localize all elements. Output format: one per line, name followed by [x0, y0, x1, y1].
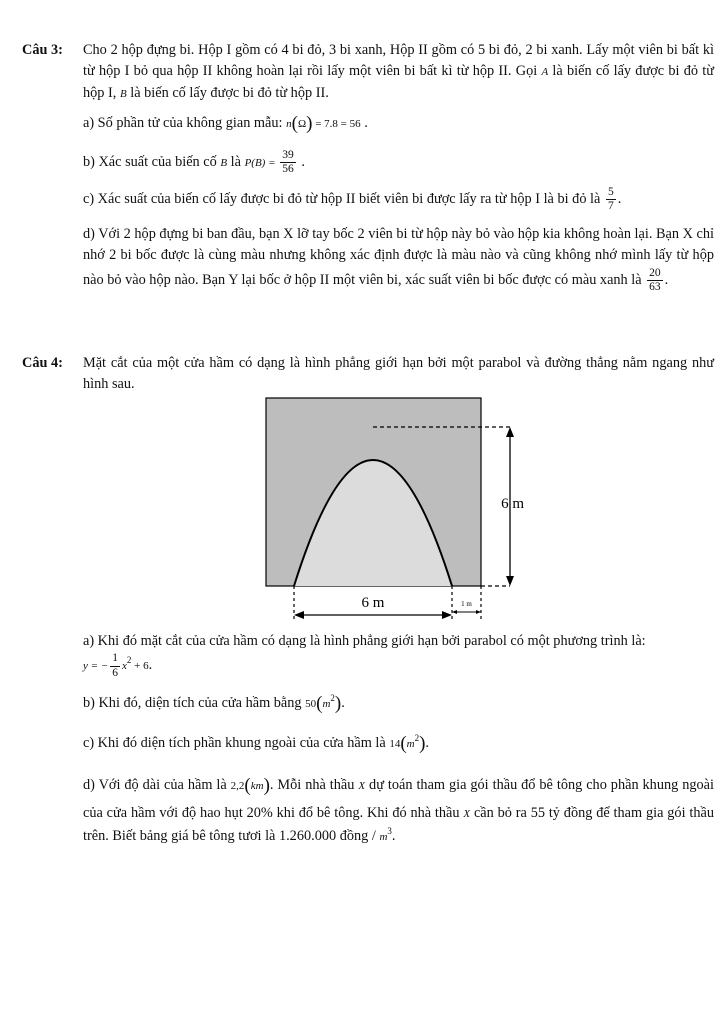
- question-3-body: [83, 40, 714, 294]
- q4-d-length: 2,2: [230, 779, 245, 792]
- q4-item-d: d) Với độ dài của hầm là 2,2(km). Mỗi nhà thầu X dự toán tham gia gói thầu đổ bê tông cho phần khung ngoài của cửa hầm với độ hao hụt 20% khi đổ bê tông. Khi đó nhà thầu X cần bỏ ra 55 tỷ đồng để tham gia gói thầu trên. Biết bảng giá bê tông tươi là 1.260.000 đồng / $m^3$.: [83, 774, 714, 844]
- q3-b-var: B: [220, 156, 228, 169]
- q3-a-math-n: n: [286, 118, 292, 131]
- question-3-intro: [83, 40, 714, 104]
- q4-a-math-rest: + 6: [131, 660, 149, 673]
- q3-a-text: a) Số phần tử của không gian mẫu:: [83, 115, 287, 132]
- q3-item-d: [83, 224, 714, 294]
- margin-label: 1 m: [461, 600, 472, 608]
- q3-d-fraction: [647, 267, 663, 294]
- q3-c-num: 5: [606, 186, 616, 200]
- q4-d-text1: d) Với độ dài của hầm là: [83, 776, 231, 793]
- question-4: [22, 353, 714, 396]
- q3-c-text: c) Xác suất của biến cố lấy được bi đỏ từ hộp II biết viên bi được lấy ra từ hộp I là bi đỏ là: [83, 191, 604, 208]
- question-4-label: Câu 4:: [22, 355, 63, 371]
- q3-item-b: [83, 149, 714, 176]
- margin-arrow-left: [452, 610, 457, 614]
- q3-item-a: a) Số phần tử của không gian mẫu: n(Ω) = 7.8 = 56 .: [83, 113, 368, 135]
- q3-item-c: [83, 186, 714, 213]
- q3-b-math: P(B) =: [244, 156, 279, 169]
- q3-c-fraction: [606, 186, 616, 213]
- q4-item-a: [83, 631, 714, 652]
- q4-d-unit-exp: 3: [387, 826, 392, 837]
- height-arrow-top: [506, 427, 514, 437]
- q4-a-num: 1: [110, 652, 120, 666]
- q4-a-fraction: [110, 652, 120, 679]
- q4-c-end: .: [425, 735, 429, 752]
- q3-b-end: .: [297, 153, 305, 170]
- question-4-intro: Mặt cắt của một cửa hầm có dạng là hình phẳng giới hạn bởi một parabol và đường thẳng nằm ngang như hình sau.: [83, 355, 714, 393]
- question-3: [22, 40, 714, 294]
- q3-a-math-rest: = 7.8 = 56: [312, 118, 361, 131]
- width-arrow-left: [294, 611, 304, 619]
- question-4-body: [83, 353, 714, 396]
- q4-d-text3: dự toán tham gia gói thầu đổ bê tông cho phần khung ngoài của cửa hầm với độ hao hụt 20% khi đổ bê tông. Khi đó nhà thầu: [83, 776, 714, 821]
- q4-c-unit-exp: 2: [414, 733, 420, 744]
- q3-a-end: .: [360, 115, 368, 132]
- q3-var-a: A: [541, 66, 549, 79]
- q3-a-math-omega: Ω: [297, 118, 307, 131]
- q3-b-fraction: [280, 149, 296, 176]
- q3-b-text2: là: [227, 153, 245, 170]
- q4-a-math-exp: 2: [126, 655, 132, 666]
- q4-a-math-x: x: [121, 660, 127, 673]
- q4-item-c: c) Khi đó diện tích phần khung ngoài của cửa hầm là $14(m^2)$.: [83, 733, 429, 755]
- q4-d-end: .: [391, 827, 396, 844]
- question-4-items: [22, 631, 714, 848]
- margin-arrow-right: [476, 610, 481, 614]
- question-3-label: Câu 3:: [22, 42, 63, 58]
- q4-a-math-y: y = −: [83, 660, 109, 673]
- q3-b-text: b) Xác suất của biến cố: [83, 153, 221, 170]
- q4-item-b: b) Khi đó, diện tích của cửa hầm bằng $50(m^2)$.: [83, 692, 345, 714]
- q3-c-end: .: [617, 191, 622, 208]
- q3-c-den: 7: [607, 200, 614, 213]
- q3-intro-text-2: là biến cố lấy được bi đỏ từ hộp I,: [83, 63, 714, 101]
- tunnel-figure: [262, 393, 524, 626]
- q3-d-end: .: [664, 271, 669, 288]
- q4-a-den: 6: [112, 666, 118, 679]
- q3-var-b: B: [119, 87, 127, 100]
- q4-d-length-unit: km: [250, 779, 264, 792]
- q3-b-den: 56: [282, 163, 294, 176]
- q3-d-num: 20: [647, 267, 663, 281]
- q4-b-unit-exp: 2: [330, 693, 335, 704]
- q4-a-end: .: [148, 657, 153, 674]
- q4-b-value: 50: [305, 697, 317, 710]
- q4-c-text: c) Khi đó diện tích phần khung ngoài của cửa hầm là: [83, 735, 390, 752]
- q3-intro-text-1: Cho 2 hộp đựng bi. Hộp I gồm có 4 bi đỏ, 3 bi xanh, Hộp II gồm có 5 bi đỏ, 2 bi xanh. Lấy một viên bi bất kì từ hộp I bỏ qua hộp II không hoàn lại rồi lấy một viên bi bất kì từ hộp II. Gọi: [83, 42, 714, 80]
- q4-d-unit: m: [379, 830, 388, 843]
- q4-d-var-x: X: [358, 779, 366, 792]
- q4-b-text: b) Khi đó, diện tích của cửa hầm bằng: [83, 694, 306, 711]
- height-label: 6 m: [501, 496, 524, 512]
- width-arrow-right: [442, 611, 452, 619]
- width-label: 6 m: [361, 595, 385, 611]
- q4-b-end: .: [341, 694, 345, 711]
- q4-d-var-x2: X: [463, 807, 471, 820]
- tunnel-diagram: [262, 393, 524, 619]
- question-4-items-body: [83, 631, 714, 848]
- q3-intro-text-3: là biến cố lấy được bi đỏ từ hộp II.: [126, 84, 329, 101]
- q4-a-text: a) Khi đó mặt cắt của cửa hầm có dạng là hình phẳng giới hạn bởi parabol có một phương trình là:: [83, 633, 646, 649]
- q3-d-den: 63: [649, 280, 661, 293]
- q4-d-text4: cần bỏ ra 55 tỷ đồng để tham gia gói thầu trên. Biết bảng giá bê tông tươi là 1.260.000 đồng /: [83, 804, 714, 844]
- q3-d-text: d) Với 2 hộp đựng bi ban đầu, bạn X lỡ tay bốc 2 viên bi từ hộp này bỏ vào hộp kia không hoàn lại. Bạn X chỉ nhớ 2 bi bốc được là cùng màu nhưng không xác định được là màu nào và cũng không nhớ mình lấy từ hộp nào bỏ vào hộp nào. Bạn Y lại bốc ở hộp II một viên bi, xác suất viên bi bốc được có màu xanh là: [83, 225, 714, 288]
- q3-b-num: 39: [280, 149, 296, 163]
- q4-c-unit: m: [406, 738, 415, 751]
- q4-c-value: 14: [389, 738, 401, 751]
- q4-b-unit: m: [322, 697, 331, 710]
- height-arrow-bottom: [506, 576, 514, 586]
- q4-a-equation: [83, 652, 714, 679]
- q4-d-text2: . Mỗi nhà thầu: [269, 776, 359, 793]
